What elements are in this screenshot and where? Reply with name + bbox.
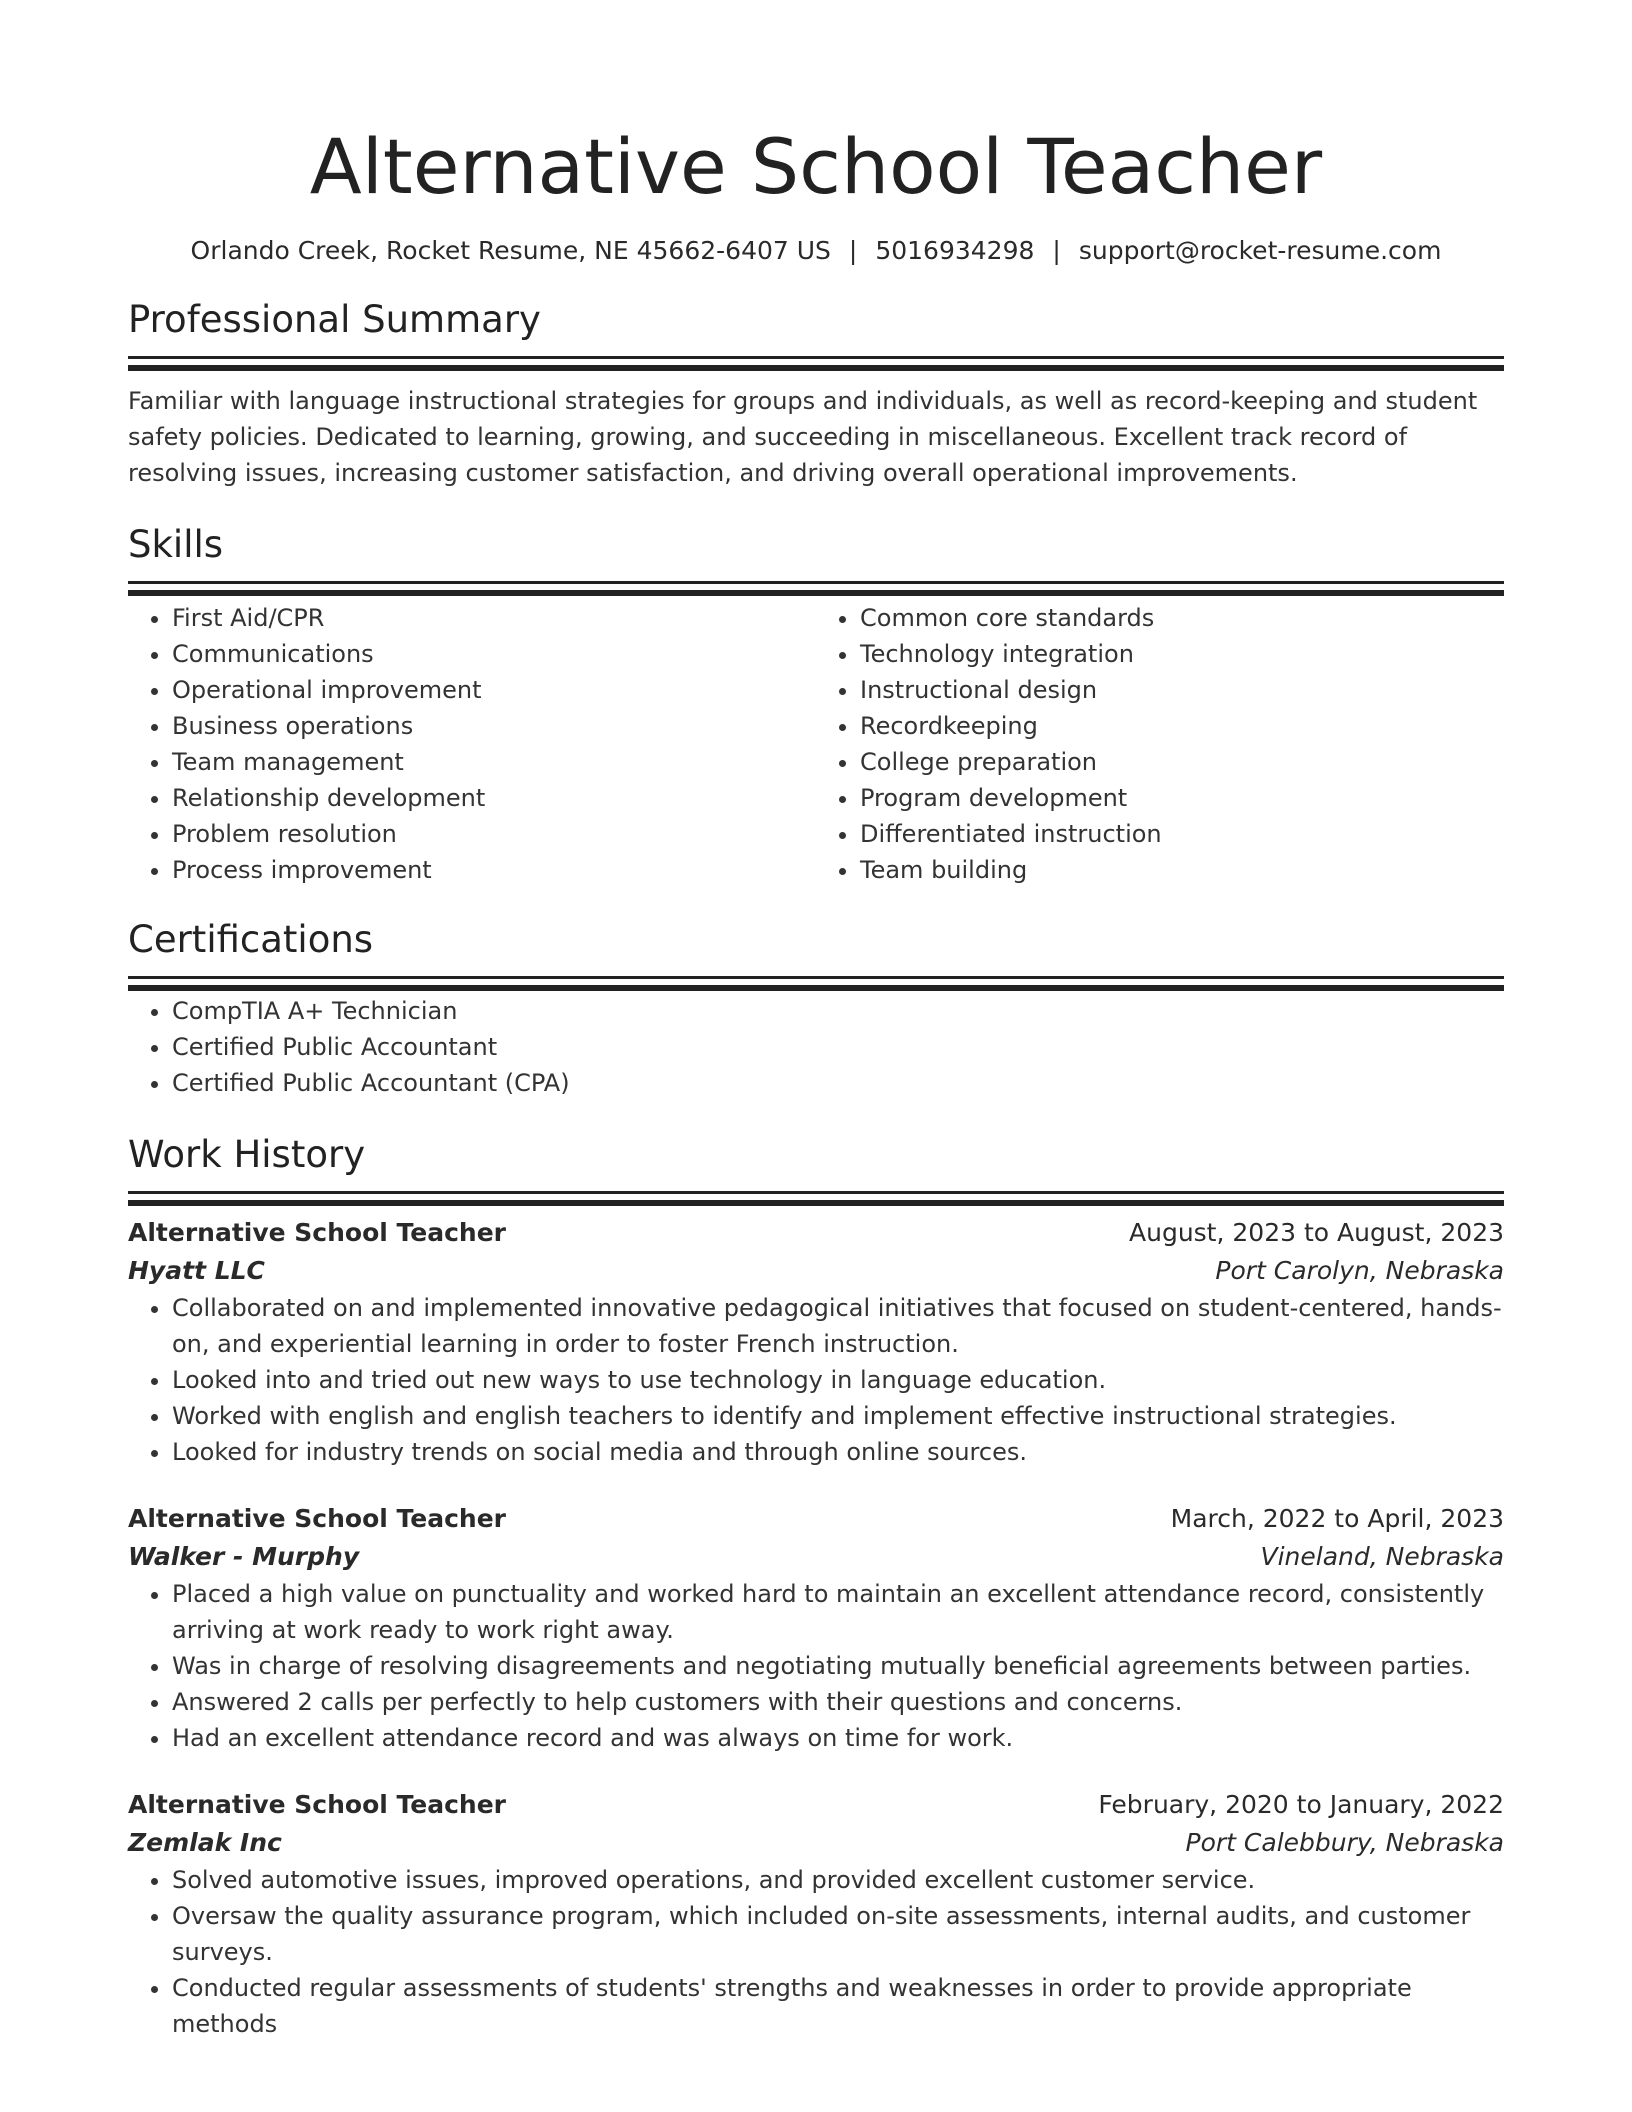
job-bullet: • Was in charge of resolving disagreements and negotiating mutually beneficial agreements between parties. [172, 1648, 1504, 1684]
skill-item: • Program development [860, 780, 1504, 816]
job-entry [128, 1500, 1504, 1756]
contact-phone: 5016934298 [875, 236, 1035, 265]
job-header-row [128, 1214, 1504, 1252]
job-bullets [128, 1576, 1504, 1756]
job-bullet: • Placed a high value on punctuality and worked hard to maintain an excellent attendance record, consistently arriving at work ready to work right away. [172, 1576, 1504, 1648]
contact-line [128, 234, 1504, 268]
job-company-row [128, 1824, 1504, 1862]
contact-separator: | [848, 236, 858, 265]
job-company-row [128, 1252, 1504, 1290]
contact-separator: | [1052, 236, 1061, 265]
section-title-skills: Skills [128, 523, 224, 566]
job-company: Walker - Murphy [128, 1542, 360, 1571]
job-location: Port Carolyn, Nebraska [1215, 1256, 1504, 1285]
certifications-list [128, 993, 1504, 1101]
skill-item: • College preparation [860, 744, 1504, 780]
skill-item: • Team management [172, 744, 816, 780]
skills-column-left [128, 600, 816, 888]
job-location: Port Calebbury, Nebraska [1185, 1828, 1504, 1857]
job-company: Zemlak Inc [128, 1828, 282, 1857]
skill-item: • Technology integration [860, 636, 1504, 672]
contact-email: support@rocket-resume.com [1078, 236, 1442, 265]
skill-item: • Instructional design [860, 672, 1504, 708]
summary-section [128, 296, 1504, 491]
skill-item: • Common core standards [860, 600, 1504, 636]
section-divider [128, 976, 1504, 979]
contact-address: Orlando Creek, Rocket Resume, NE 45662-6407 US [190, 236, 831, 265]
job-location: Vineland, Nebraska [1260, 1542, 1504, 1571]
summary-text: Familiar with language instructional strategies for groups and individuals, as well as record-keeping and student safety policies. Dedicated to learning, growing, and succeeding in miscellaneous. Excellent track record of resolving issues, increasing customer satisfaction, and driving overall operational improvements. [128, 387, 1478, 487]
skills-column-right [816, 600, 1504, 888]
certification-item: • Certified Public Accountant [172, 1029, 1504, 1065]
job-bullet: • Conducted regular assessments of students' strengths and weaknesses in order to provide appropriate methods [172, 1970, 1504, 2042]
work-history-section [128, 1131, 1504, 2042]
job-bullets [128, 1290, 1504, 1470]
job-entry [128, 1786, 1504, 2042]
skill-item: • Problem resolution [172, 816, 816, 852]
job-dates: August, 2023 to August, 2023 [1129, 1218, 1504, 1247]
job-bullet: • Had an excellent attendance record and was always on time for work. [172, 1720, 1504, 1756]
skill-item: • Differentiated instruction [860, 816, 1504, 852]
job-bullet: • Oversaw the quality assurance program, which included on-site assessments, internal audits, and customer surveys. [172, 1898, 1504, 1970]
job-bullets [128, 1862, 1504, 2042]
skills-list-left [128, 600, 816, 888]
skill-item: • Communications [172, 636, 816, 672]
job-title: Alternative School Teacher [128, 1790, 507, 1819]
job-bullet: • Looked into and tried out new ways to use technology in language education. [172, 1362, 1504, 1398]
skills-list-right [816, 600, 1504, 888]
job-company-row [128, 1538, 1504, 1576]
skill-item: • Process improvement [172, 852, 816, 888]
section-divider [128, 581, 1504, 584]
skill-item: • First Aid/CPR [172, 600, 816, 636]
certification-item: • Certified Public Accountant (CPA) [172, 1065, 1504, 1101]
job-entry [128, 1214, 1504, 1470]
skill-item: • Operational improvement [172, 672, 816, 708]
job-bullet: • Solved automotive issues, improved operations, and provided excellent customer service. [172, 1862, 1504, 1898]
job-bullet: • Collaborated on and implemented innovative pedagogical initiatives that focused on student-centered, hands-on, and experiential learning in order to foster French instruction. [172, 1290, 1504, 1362]
skill-item: • Recordkeeping [860, 708, 1504, 744]
job-dates: February, 2020 to January, 2022 [1098, 1790, 1504, 1819]
section-title-work-history: Work History [128, 1133, 366, 1176]
section-title-summary: Professional Summary [128, 298, 541, 341]
job-header-row [128, 1500, 1504, 1538]
skill-item: • Relationship development [172, 780, 816, 816]
job-bullet: • Looked for industry trends on social media and through online sources. [172, 1434, 1504, 1470]
section-divider [128, 356, 1504, 359]
job-bullet: • Worked with english and english teachers to identify and implement effective instructional strategies. [172, 1398, 1504, 1434]
job-title: Alternative School Teacher [128, 1504, 507, 1533]
job-company: Hyatt LLC [128, 1256, 265, 1285]
section-divider [128, 1191, 1504, 1194]
skills-section [128, 521, 1504, 888]
job-bullet: • Answered 2 calls per perfectly to help customers with their questions and concerns. [172, 1684, 1504, 1720]
certification-item: • CompTIA A+ Technician [172, 993, 1504, 1029]
skill-item: • Team building [860, 852, 1504, 888]
resume-name: Alternative School Teacher [309, 122, 1323, 211]
skills-columns [128, 600, 1504, 888]
job-title: Alternative School Teacher [128, 1218, 507, 1247]
job-header-row [128, 1786, 1504, 1824]
skill-item: • Business operations [172, 708, 816, 744]
job-dates: March, 2022 to April, 2023 [1170, 1504, 1504, 1533]
certifications-section [128, 916, 1504, 1101]
section-title-certifications: Certifications [128, 918, 374, 961]
